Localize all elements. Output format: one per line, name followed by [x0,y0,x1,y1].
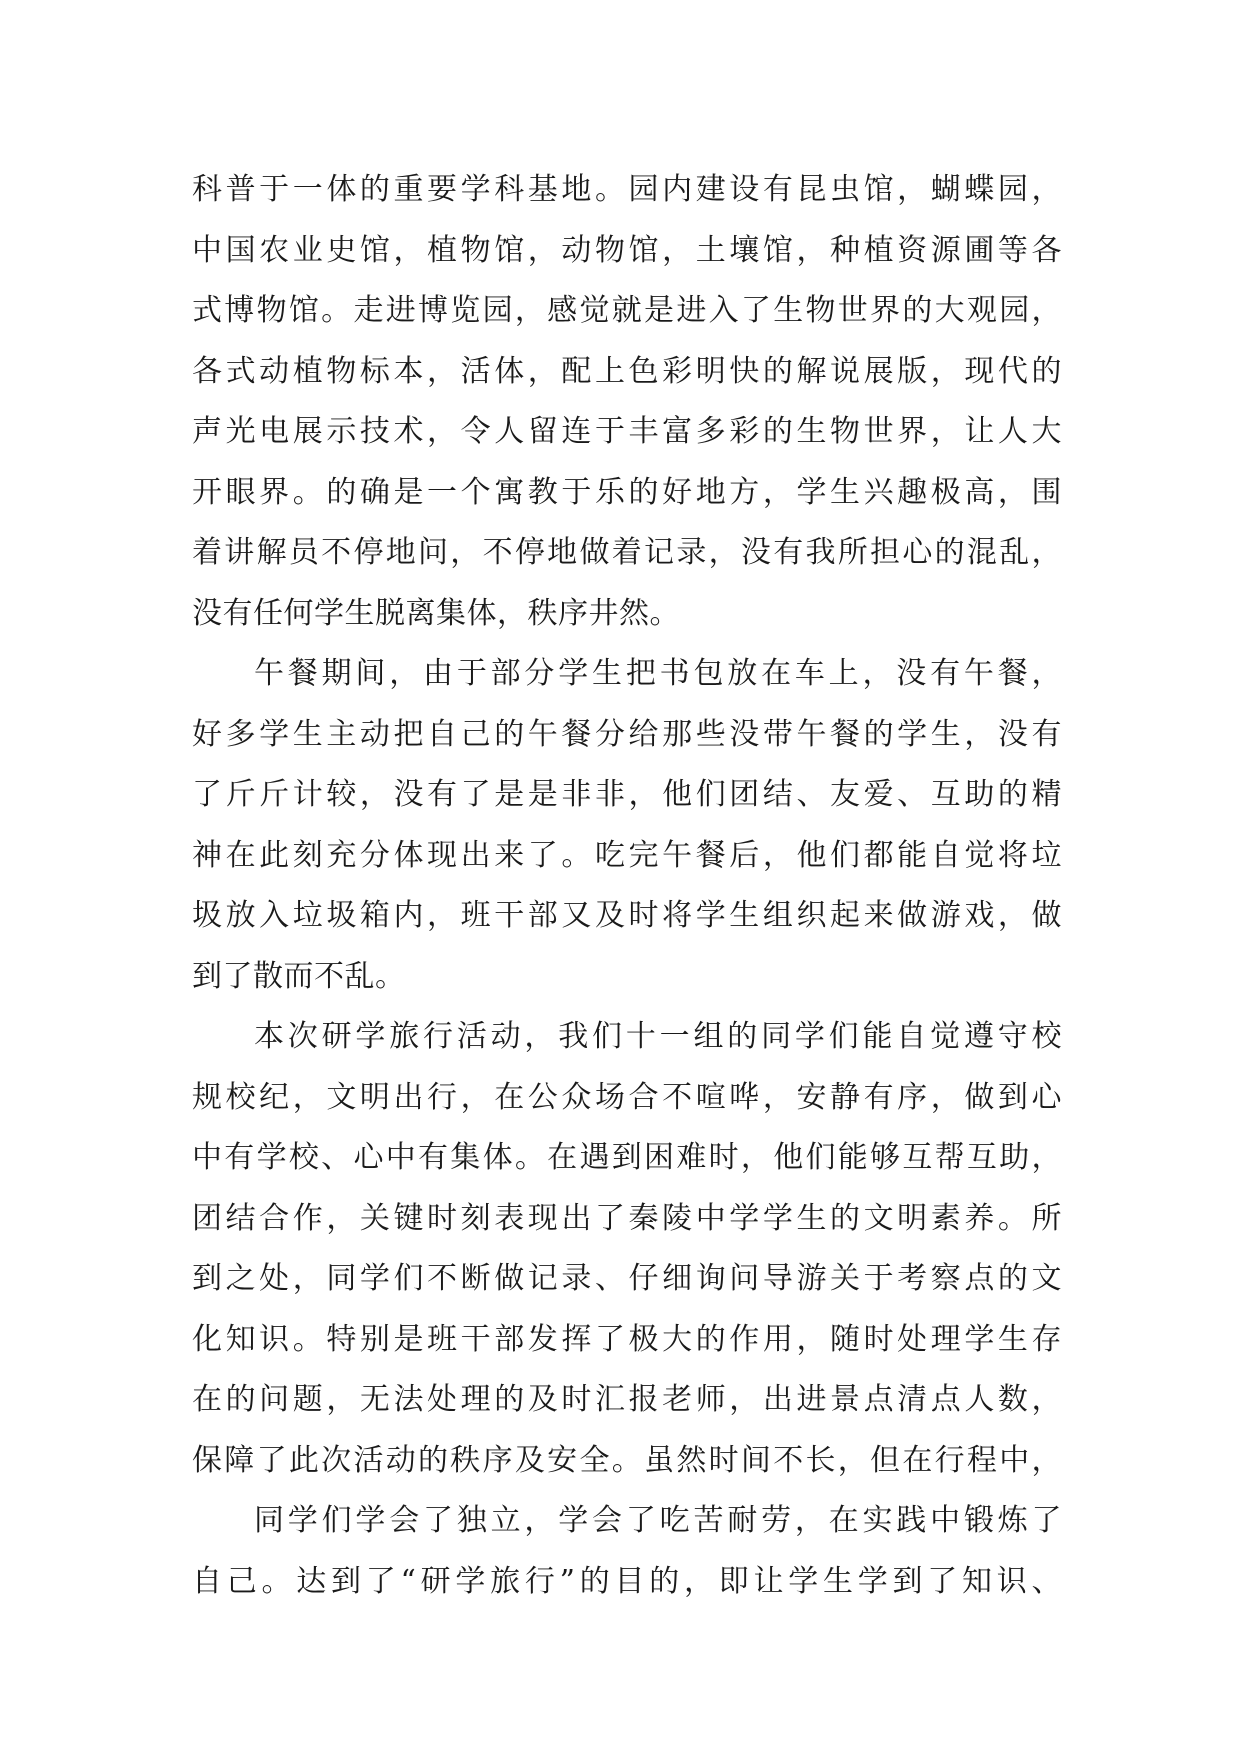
text-line: 科普于一体的重要学科基地。园内建设有昆虫馆，蝴蝶园， [192,172,1062,207]
text-line: 同学们学会了独立，学会了吃苦耐劳，在实践中锻炼了 [254,1503,1062,1538]
text-line: 圾放入垃圾箱内，班干部又及时将学生组织起来做游戏，做 [192,898,1062,933]
text-line: 中国农业史馆，植物馆，动物馆，土壤馆，种植资源圃等各 [192,232,1062,268]
text-line: 开眼界。的确是一个寓教于乐的好地方，学生兴趣极高，围 [192,474,1062,510]
text-line: 化知识。特别是班干部发挥了极大的作用，随时处理学生存 [192,1321,1062,1357]
text-line: 自己。达到了“研学旅行”的目的，即让学生学到了知识、 [192,1563,1062,1599]
text-line: 好多学生主动把自己的午餐分给那些没带午餐的学生，没有 [192,716,1062,752]
text-line: 没有任何学生脱离集体，秩序井然。 [192,595,680,631]
text-line: 到之处，同学们不断做记录、仔细询问导游关于考察点的文 [192,1261,1062,1296]
text-line: 规校纪，文明出行，在公众场合不喧哗，安静有序，做到心 [192,1079,1062,1115]
text-line: 到了散而不乱。 [192,958,406,994]
text-line: 神在此刻充分体现出来了。吃完午餐后，他们都能自觉将垃 [192,837,1062,873]
paragraph-conclusion [192,1491,1062,1612]
paragraph-study-trip [192,1007,1062,1491]
text-line: 本次研学旅行活动，我们十一组的同学们能自觉遵守校 [254,1019,1062,1054]
text-line: 团结合作，关键时刻表现出了秦陵中学学生的文明素养。所 [192,1200,1062,1236]
text-line: 了斤斤计较，没有了是是非非，他们团结、友爱、互助的精 [192,777,1062,812]
document-body [192,160,1062,1612]
paragraph-lunch [192,644,1062,1007]
text-line: 中有学校、心中有集体。在遇到困难时，他们能够互帮互助， [192,1140,1062,1175]
text-line: 声光电展示技术，令人留连于丰富多彩的生物世界，让人大 [192,414,1062,449]
text-line: 着讲解员不停地问，不停地做着记录，没有我所担心的混乱， [192,535,1062,570]
text-line: 保障了此次活动的秩序及安全。虽然时间不长，但在行程中， [192,1442,1062,1478]
text-line: 式博物馆。走进博览园，感觉就是进入了生物世界的大观园， [192,293,1062,328]
text-line: 在的问题，无法处理的及时汇报老师，出进景点清点人数， [192,1382,1062,1417]
text-line: 午餐期间，由于部分学生把书包放在车上，没有午餐， [254,656,1062,691]
text-line: 各式动植物标本，活体，配上色彩明快的解说展版，现代的 [192,353,1062,389]
paragraph-botanical-garden [192,160,1062,644]
